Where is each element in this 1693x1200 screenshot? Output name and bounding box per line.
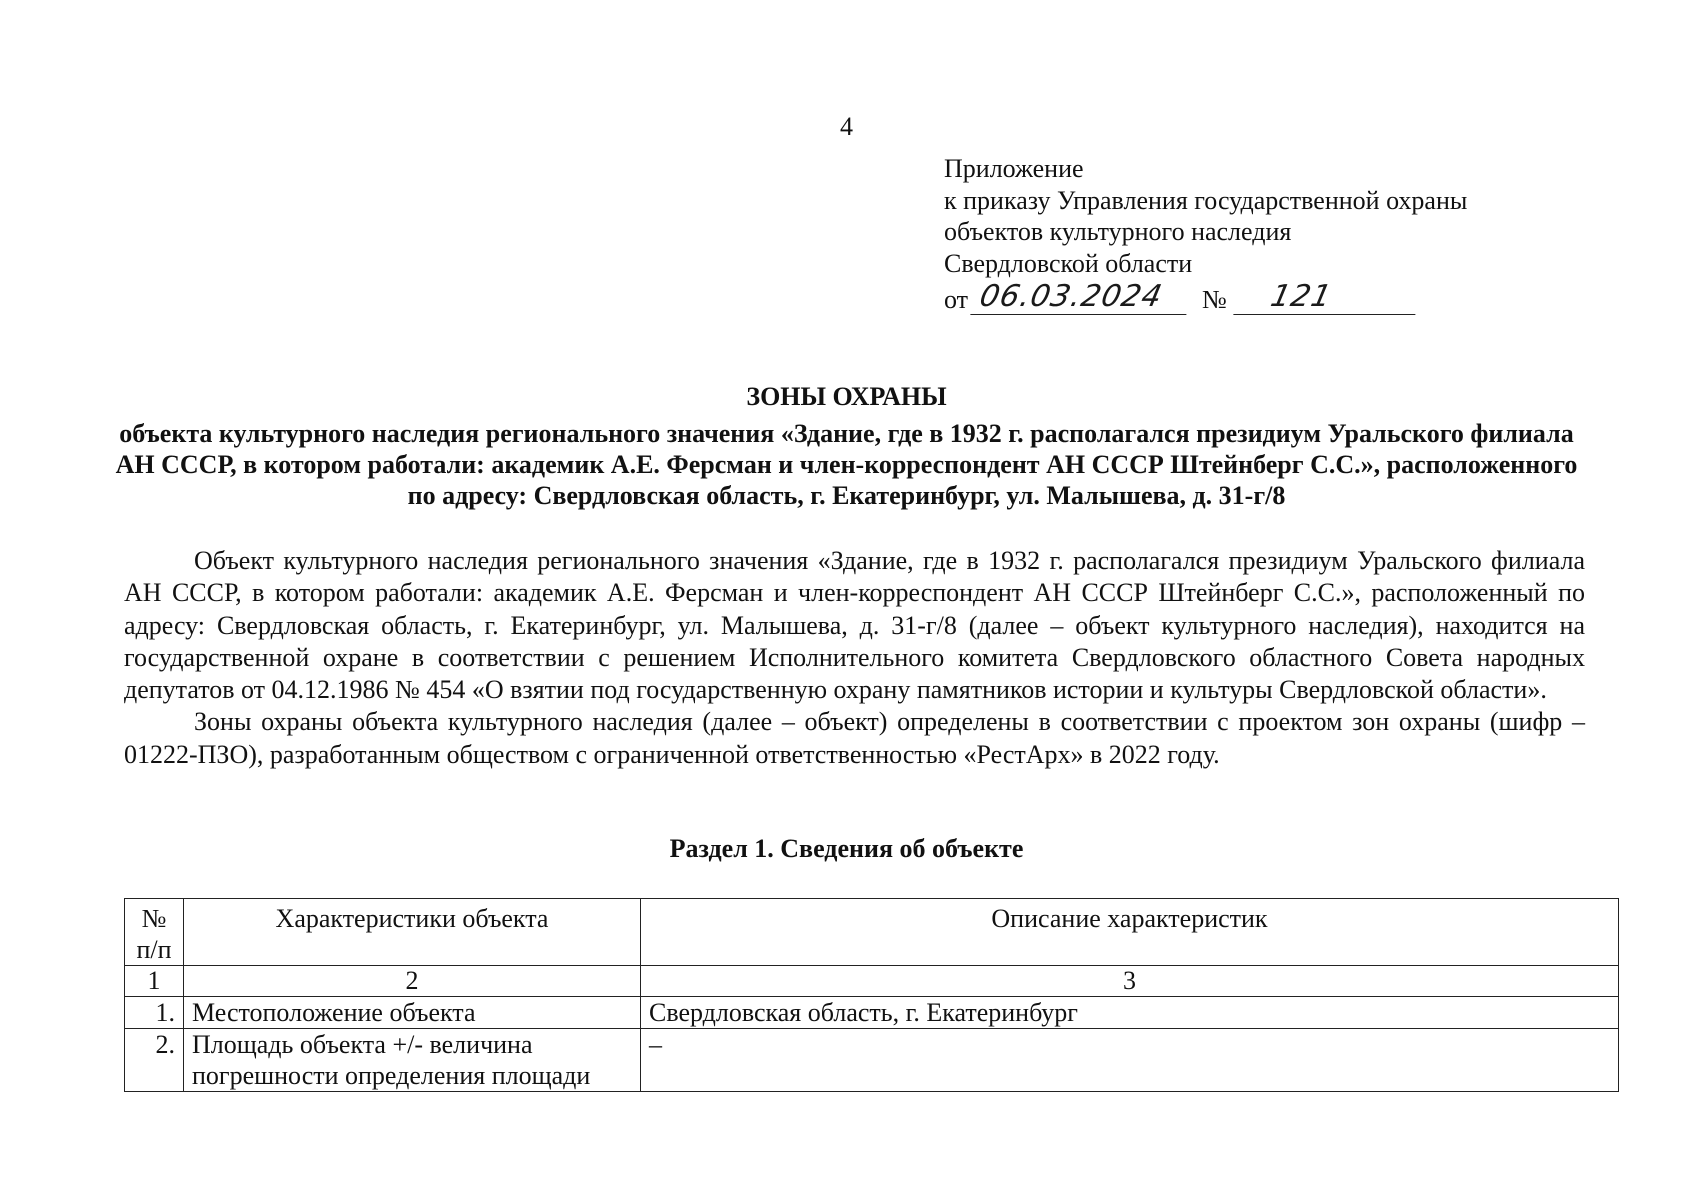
row-description: Свердловская область, г. Екатеринбург [641,997,1619,1029]
row-number: 2. [125,1029,184,1092]
number-label: № [1202,284,1227,314]
from-label: от [944,284,969,314]
header-description: Описание характеристик [641,899,1619,966]
column-index: 2 [184,966,641,997]
handwritten-date: 06.03.2024 [970,280,1193,315]
order-reference [944,279,1467,315]
body-text [124,545,1585,771]
table-header-row [125,899,1619,966]
table-row [125,1029,1619,1092]
row-characteristic: Местоположение объекта [184,997,641,1029]
paragraph: Зоны охраны объекта культурного наследия (далее – объект) определены в соответствии с проектом зон охраны (шифр – 01222-ПЗО), разработанным обществом с ограниченной ответственностью «РестАрх» в 2022 году. [124,707,1585,769]
row-characteristic: Площадь объекта +/- величина погрешности определения площади [184,1029,641,1092]
header-number: № п/п [125,899,184,966]
appendix-line: к приказу Управления государственной охраны [944,185,1468,215]
paragraph: Объект культурного наследия регионального значения «Здание, где в 1932 г. располагался президиум Уральского филиала АН СССР, в котором работали: академик А.Е. Ферсман и член-корреспондент АН СССР Штейнберг С.С.», расположенный по адресу: Свердловская область, г. Екатеринбург, ул. Малышева, д. 31-г/8 (далее – объект культурного наследия), находится на государственной охране в соответствии с решением Исполнительного комитета Свердловского областного Совета народных депутатов от 04.12.1986 № 454 «О взятии под государственную охрану памятников истории и культуры Свердловской области». [124,546,1585,705]
object-info-table [124,898,1619,1092]
document-title [100,381,1593,511]
header-characteristics: Характеристики объекта [184,899,641,966]
appendix-line: объектов культурного наследия [944,217,1292,246]
appendix-line: Приложение [944,154,1084,183]
row-description: – [641,1029,1619,1092]
appendix-line: Свердловской области [944,248,1193,278]
table-row [125,997,1619,1029]
handwritten-order-number: 121 [1233,280,1422,315]
column-index: 3 [641,966,1619,997]
appendix-block [944,153,1467,315]
title-subtitle: объекта культурного наследия регионального значения «Здание, где в 1932 г. располагался президиум Уральского филиала АН СССР, в котором работали: академик А.Е. Ферсман и член-корреспондент АН СССР Штейнберг С.С.», расположенного по адресу: Свердловская область, г. Екатеринбург, ул. Малышева, д. 31-г/8 [115,419,1578,510]
page-number: 4 [840,112,853,141]
row-number: 1. [125,997,184,1029]
title-main: ЗОНЫ ОХРАНЫ [746,382,947,411]
column-index: 1 [125,966,184,997]
section-heading: Раздел 1. Сведения об объекте [669,834,1024,863]
table-index-row [125,966,1619,997]
